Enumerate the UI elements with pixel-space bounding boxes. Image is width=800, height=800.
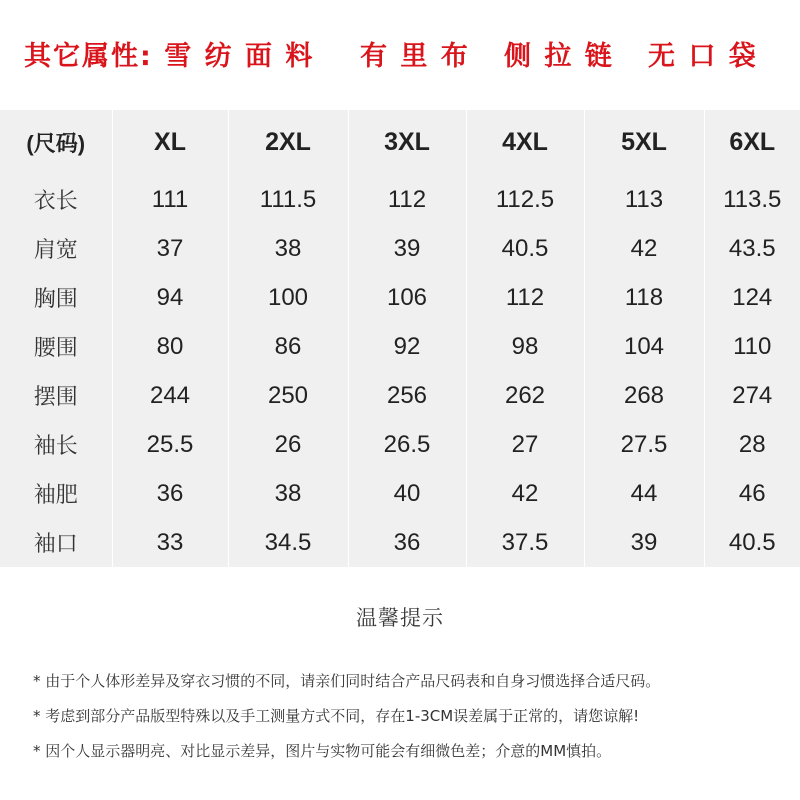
row-label: 腰围 [33,336,78,361]
table-cell: 80 [112,322,228,371]
table-cell: 43.5 [704,224,800,273]
table-cell: 111 [112,175,228,224]
table-cell: 94 [112,273,228,322]
table-cell: 40.5 [466,224,584,273]
table-cell: 37.5 [466,518,584,567]
table-cell: 40 [348,469,466,518]
table-cell: 100 [228,273,348,322]
table-row [0,273,800,322]
table-cell: 27.5 [584,420,704,469]
size-header: 5XL [584,110,704,175]
table-cell: 28 [704,420,800,469]
table-cell: 124 [704,273,800,322]
table-cell: 274 [704,371,800,420]
table-cell: 112.5 [466,175,584,224]
size-header: 3XL [348,110,466,175]
table-cell: 256 [348,371,466,420]
table-cell: 106 [348,273,466,322]
table-cell: 262 [466,371,584,420]
table-row [0,420,800,469]
size-header: XL [112,110,228,175]
table-cell: 110 [704,322,800,371]
note-item: * 因个人显示器明亮、对比显示差异，图片与实物可能会有细微色差；介意的MM慎拍。 [33,742,612,760]
size-header: 6XL [704,110,800,175]
table-cell: 38 [228,224,348,273]
table-row [0,371,800,420]
table-cell: 112 [466,273,584,322]
size-corner-label: (尺码) [26,131,86,156]
table-cell: 38 [228,469,348,518]
row-label: 肩宽 [33,238,78,263]
table-cell: 44 [584,469,704,518]
table-cell: 92 [348,322,466,371]
table-row [0,224,800,273]
table-cell: 250 [228,371,348,420]
attributes-banner [0,0,800,110]
table-cell: 113.5 [704,175,800,224]
notes-title: 温馨提示 [356,606,444,630]
note-item: * 考虑到部分产品版型特殊以及手工测量方式不同，存在1-3CM误差属于正常的，请您谅解! [33,707,640,725]
table-cell: 104 [584,322,704,371]
table-cell: 26 [228,420,348,469]
size-header-row [0,110,800,175]
table-cell: 36 [112,469,228,518]
table-cell: 36 [348,518,466,567]
table-row [0,469,800,518]
table-cell: 33 [112,518,228,567]
table-cell: 42 [584,224,704,273]
table-cell: 86 [228,322,348,371]
table-cell: 27 [466,420,584,469]
table-cell: 25.5 [112,420,228,469]
table-cell: 118 [584,273,704,322]
row-label: 胸围 [33,287,78,312]
size-table-section [0,110,800,567]
table-cell: 98 [466,322,584,371]
table-cell: 40.5 [704,518,800,567]
table-cell: 26.5 [348,420,466,469]
table-cell: 42 [466,469,584,518]
table-cell: 39 [348,224,466,273]
table-cell: 113 [584,175,704,224]
table-cell: 46 [704,469,800,518]
table-cell: 111.5 [228,175,348,224]
size-table [0,110,800,567]
table-cell: 244 [112,371,228,420]
notes-list [33,664,793,769]
row-label: 摆围 [33,385,78,410]
size-header: 4XL [466,110,584,175]
attributes-text: 其它属性: 雪 纺 面 料 有 里 布 侧 拉 链 无 口 袋 [24,41,758,72]
table-cell: 39 [584,518,704,567]
size-header: 2XL [228,110,348,175]
table-row [0,322,800,371]
row-label: 衣长 [33,189,78,214]
table-cell: 268 [584,371,704,420]
row-label: 袖口 [33,532,78,557]
table-row [0,175,800,224]
table-row [0,518,800,567]
table-cell: 34.5 [228,518,348,567]
row-label: 袖肥 [33,483,78,508]
table-cell: 37 [112,224,228,273]
note-item: * 由于个人体形差异及穿衣习惯的不同，请亲们同时结合产品尺码表和自身习惯选择合适尺码。 [33,672,661,690]
table-cell: 112 [348,175,466,224]
row-label: 袖长 [33,434,78,459]
